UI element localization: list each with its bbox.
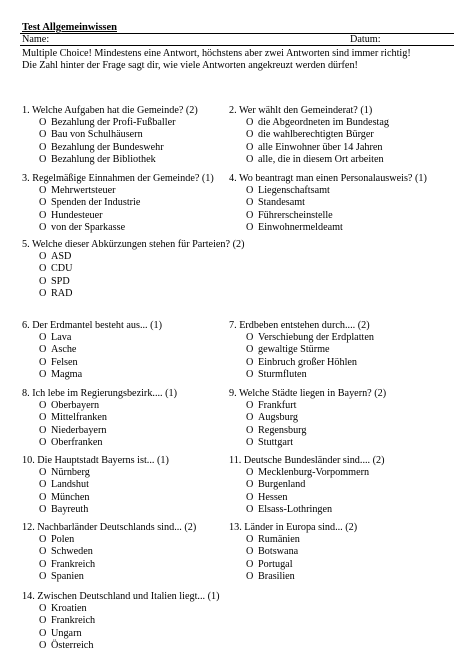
answer-option[interactable] [39, 571, 196, 583]
question-13 [229, 521, 357, 583]
answer-option[interactable] [246, 534, 357, 546]
checkbox-circle-icon[interactable]: O [39, 503, 47, 515]
option-label: Sturmfluten [258, 368, 307, 380]
checkbox-circle-icon[interactable]: O [39, 534, 47, 545]
option-label: Augsburg [258, 412, 298, 424]
answer-option[interactable] [39, 628, 219, 640]
answer-option[interactable] [39, 357, 162, 369]
checkbox-circle-icon[interactable]: O [246, 368, 254, 380]
checkbox-circle-icon[interactable]: O [246, 436, 254, 448]
answer-option[interactable] [246, 571, 357, 583]
checkbox-circle-icon[interactable]: O [39, 197, 47, 209]
checkbox-circle-icon[interactable]: O [39, 558, 47, 570]
question-text: 13. Länder in Europa sind... (2) [229, 522, 358, 533]
option-label: Asche [51, 344, 77, 356]
option-label: Stuttgart [258, 436, 294, 448]
answer-option[interactable] [39, 288, 244, 300]
option-label: Führerscheinstelle [258, 209, 333, 221]
answer-option[interactable] [246, 197, 427, 209]
checkbox-circle-icon[interactable]: O [246, 491, 254, 503]
option-label: Portugal [258, 558, 293, 570]
answer-option[interactable] [39, 142, 198, 154]
answer-option[interactable] [39, 117, 198, 129]
answer-option[interactable] [246, 344, 374, 356]
question-text: 10. Die Hauptstadt Bayerns ist... (1) [22, 455, 169, 466]
checkbox-circle-icon[interactable]: O [39, 615, 47, 627]
option-label: Frankreich [51, 558, 96, 570]
answer-options [229, 185, 427, 234]
answer-options [22, 534, 196, 583]
answer-option[interactable] [246, 559, 357, 571]
question-2 [229, 104, 389, 166]
answer-options [22, 603, 219, 652]
checkbox-circle-icon[interactable]: O [246, 129, 254, 141]
answer-options [22, 400, 177, 449]
question-12 [22, 521, 196, 583]
answer-option[interactable] [39, 276, 244, 288]
option-label: Spanien [51, 570, 84, 582]
answer-option[interactable] [246, 142, 389, 154]
option-label: Mittelfranken [51, 412, 108, 424]
option-label: Bezahlung der Bibliothek [51, 153, 156, 165]
answer-option[interactable] [39, 603, 219, 615]
option-label: alle, die in diesem Ort arbeiten [258, 153, 384, 165]
answer-option[interactable] [246, 504, 385, 516]
checkbox-circle-icon[interactable]: O [39, 275, 47, 287]
answer-option[interactable] [246, 546, 357, 558]
question-3 [22, 172, 214, 234]
answer-option[interactable] [39, 546, 196, 558]
question-8 [22, 387, 177, 449]
answer-option[interactable] [246, 425, 386, 437]
question-1 [22, 104, 198, 166]
question-text: 14. Zwischen Deutschland und Italien liegt... (1) [22, 591, 220, 602]
answer-option[interactable] [246, 210, 427, 222]
option-label: Spenden der Industrie [51, 197, 141, 209]
option-label: Hundesteuer [51, 209, 103, 221]
option-label: Felsen [51, 356, 78, 368]
checkbox-circle-icon[interactable]: O [39, 368, 47, 380]
name-date-line [20, 33, 454, 46]
option-label: Rumänien [258, 534, 300, 545]
checkbox-circle-icon[interactable]: O [39, 400, 47, 411]
question-text: 8. Ich lebe im Regierungsbezirk.... (1) [22, 388, 178, 399]
answer-option[interactable] [39, 615, 219, 627]
option-label: alle Einwohner über 14 Jahren [258, 141, 383, 153]
checkbox-circle-icon[interactable]: O [39, 153, 47, 165]
checkbox-circle-icon[interactable]: O [39, 467, 47, 478]
option-label: Hessen [258, 491, 288, 503]
instructions-line-1: Multiple Choice! Mindestens eine Antwort, höchstens aber zwei Antworten sind immer richtig! [22, 48, 411, 59]
checkbox-circle-icon[interactable]: O [246, 400, 254, 411]
option-label: Regensburg [258, 424, 307, 436]
checkbox-circle-icon[interactable]: O [246, 117, 254, 128]
answer-option[interactable] [246, 222, 427, 234]
option-label: Lava [51, 332, 72, 343]
checkbox-circle-icon[interactable]: O [246, 546, 254, 558]
answer-option[interactable] [39, 412, 177, 424]
question-6 [22, 319, 162, 381]
checkbox-circle-icon[interactable]: O [246, 185, 254, 196]
checkbox-circle-icon[interactable]: O [39, 412, 47, 424]
instructions [22, 48, 452, 72]
question-11 [229, 454, 385, 516]
option-label: CDU [51, 263, 73, 275]
answer-options [229, 534, 357, 583]
checkbox-circle-icon[interactable]: O [246, 424, 254, 436]
checkbox-circle-icon[interactable]: O [246, 479, 254, 491]
option-label: Frankfurt [258, 400, 297, 411]
answer-options [22, 467, 169, 516]
question-7 [229, 319, 374, 381]
answer-option[interactable] [39, 425, 177, 437]
answer-option[interactable] [246, 129, 389, 141]
question-14 [22, 590, 219, 652]
answer-options [22, 117, 198, 166]
checkbox-circle-icon[interactable]: O [39, 356, 47, 368]
option-label: von der Sparkasse [51, 221, 126, 233]
checkbox-circle-icon[interactable]: O [246, 467, 254, 478]
option-label: Österreich [51, 639, 94, 651]
answer-options [229, 400, 386, 449]
answer-option[interactable] [246, 332, 374, 344]
answer-option[interactable] [39, 559, 196, 571]
answer-options [229, 467, 385, 516]
question-text: 3. Regelmäßige Einnahmen der Gemeinde? (1) [22, 173, 214, 184]
option-label: ASD [51, 251, 72, 262]
checkbox-circle-icon[interactable]: O [39, 141, 47, 153]
answer-option[interactable] [39, 467, 169, 479]
option-label: Mecklenburg-Vorpommern [258, 467, 370, 478]
answer-option[interactable] [246, 185, 427, 197]
checkbox-circle-icon[interactable]: O [246, 356, 254, 368]
answer-options [22, 185, 214, 234]
checkbox-circle-icon[interactable]: O [39, 479, 47, 491]
answer-option[interactable] [39, 504, 169, 516]
checkbox-circle-icon[interactable]: O [39, 117, 47, 128]
answer-option[interactable] [39, 534, 196, 546]
question-9 [229, 387, 386, 449]
checkbox-circle-icon[interactable]: O [39, 627, 47, 639]
option-label: Botswana [258, 546, 299, 558]
answer-option[interactable] [39, 492, 169, 504]
question-10 [22, 454, 169, 516]
option-label: Polen [51, 534, 75, 545]
option-label: die Abgeordneten im Bundestag [258, 117, 389, 128]
option-label: München [51, 491, 90, 503]
answer-option[interactable] [246, 369, 374, 381]
checkbox-circle-icon[interactable]: O [39, 546, 47, 558]
checkbox-circle-icon[interactable]: O [246, 221, 254, 233]
option-label: Einwohnermeldeamt [258, 221, 343, 233]
checkbox-circle-icon[interactable]: O [39, 639, 47, 651]
question-4 [229, 172, 427, 234]
answer-option[interactable] [39, 210, 214, 222]
checkbox-circle-icon[interactable]: O [246, 534, 254, 545]
question-text: 1. Welche Aufgaben hat die Gemeinde? (2) [22, 105, 198, 116]
answer-option[interactable] [39, 400, 177, 412]
answer-option[interactable] [39, 344, 162, 356]
date-label: Datum: [350, 34, 381, 45]
option-label: Burgenland [258, 479, 306, 491]
option-label: Liegenschaftsamt [258, 185, 330, 196]
checkbox-circle-icon[interactable]: O [246, 209, 254, 221]
question-5 [22, 238, 244, 300]
checkbox-circle-icon[interactable]: O [39, 332, 47, 343]
instructions-line-2: Die Zahl hinter der Frage sagt dir, wie viele Antworten angekreuzt werden dürfen! [22, 60, 358, 71]
checkbox-circle-icon[interactable]: O [246, 197, 254, 209]
checkbox-circle-icon[interactable]: O [39, 209, 47, 221]
answer-option[interactable] [39, 222, 214, 234]
option-label: gewaltige Stürme [258, 344, 330, 356]
checkbox-circle-icon[interactable]: O [39, 129, 47, 141]
answer-option[interactable] [39, 129, 198, 141]
question-text: 6. Der Erdmantel besteht aus... (1) [22, 320, 163, 331]
answer-option[interactable] [246, 479, 385, 491]
answer-option[interactable] [246, 117, 389, 129]
option-label: Elsass-Lothringen [258, 503, 333, 515]
answer-option[interactable] [39, 332, 162, 344]
checkbox-circle-icon[interactable]: O [246, 153, 254, 165]
question-text: 7. Erdbeben entstehen durch.... (2) [229, 320, 370, 331]
option-label: Frankreich [51, 615, 96, 627]
checkbox-circle-icon[interactable]: O [246, 570, 254, 582]
option-label: Niederbayern [51, 424, 107, 436]
option-label: Einbruch großer Höhlen [258, 356, 358, 368]
question-text: 4. Wo beantragt man einen Personalausweis? (1) [229, 173, 427, 184]
answer-option[interactable] [39, 479, 169, 491]
option-label: Kroatien [51, 603, 87, 614]
question-text: 12. Nachbarländer Deutschlands sind... (2) [22, 522, 197, 533]
checkbox-circle-icon[interactable]: O [39, 436, 47, 448]
option-label: Bezahlung der Bundeswehr [51, 141, 164, 153]
option-label: Oberbayern [51, 400, 100, 411]
option-label: RAD [51, 287, 73, 299]
option-label: Brasilien [258, 570, 295, 582]
option-label: Bezahlung der Profi-Fußballer [51, 117, 176, 128]
answer-option[interactable] [246, 437, 386, 449]
answer-options [22, 251, 244, 300]
option-label: Oberfranken [51, 436, 103, 448]
answer-options [229, 332, 374, 381]
answer-option[interactable] [246, 357, 374, 369]
option-label: SPD [51, 275, 70, 287]
checkbox-circle-icon[interactable]: O [246, 558, 254, 570]
answer-option[interactable] [246, 412, 386, 424]
checkbox-circle-icon[interactable]: O [39, 424, 47, 436]
option-label: Bayreuth [51, 503, 89, 515]
checkbox-circle-icon[interactable]: O [39, 185, 47, 196]
option-label: Schweden [51, 546, 93, 558]
question-text: 2. Wer wählt den Gemeinderat? (1) [229, 105, 373, 116]
checkbox-circle-icon[interactable]: O [39, 287, 47, 299]
answer-option[interactable] [39, 185, 214, 197]
answer-options [22, 332, 162, 381]
option-label: Landshut [51, 479, 89, 491]
checkbox-circle-icon[interactable]: O [246, 332, 254, 343]
question-text: 11. Deutsche Bundesländer sind.... (2) [229, 455, 385, 466]
checkbox-circle-icon[interactable]: O [39, 251, 47, 262]
checkbox-circle-icon[interactable]: O [39, 491, 47, 503]
answer-option[interactable] [39, 251, 244, 263]
answer-option[interactable] [246, 400, 386, 412]
answer-option[interactable] [39, 369, 162, 381]
option-label: Nürnberg [51, 467, 90, 478]
option-label: Ungarn [51, 627, 82, 639]
test-title: Test Allgemeinwissen [22, 22, 117, 33]
checkbox-circle-icon[interactable]: O [39, 221, 47, 233]
name-label: Name: [22, 34, 50, 45]
answer-options [229, 117, 389, 166]
option-label: Standesamt [258, 197, 305, 209]
answer-option[interactable] [39, 437, 177, 449]
answer-option[interactable] [39, 640, 219, 652]
checkbox-circle-icon[interactable]: O [246, 141, 254, 153]
option-label: Magma [51, 368, 83, 380]
option-label: Bau von Schulhäusern [51, 129, 143, 141]
answer-option[interactable] [246, 467, 385, 479]
checkbox-circle-icon[interactable]: O [39, 344, 47, 356]
option-label: Mehrwertsteuer [51, 185, 116, 196]
answer-option[interactable] [39, 263, 244, 275]
checkbox-circle-icon[interactable]: O [39, 570, 47, 582]
checkbox-circle-icon[interactable]: O [246, 503, 254, 515]
answer-option[interactable] [39, 154, 198, 166]
question-text: 5. Welche dieser Abkürzungen stehen für Parteien? (2) [22, 239, 245, 250]
checkbox-circle-icon[interactable]: O [246, 344, 254, 356]
answer-option[interactable] [246, 492, 385, 504]
question-text: 9. Welche Städte liegen in Bayern? (2) [229, 388, 387, 399]
checkbox-circle-icon[interactable]: O [39, 603, 47, 614]
option-label: die wahlberechtigten Bürger [258, 129, 374, 141]
checkbox-circle-icon[interactable]: O [39, 263, 47, 275]
checkbox-circle-icon[interactable]: O [246, 412, 254, 424]
answer-option[interactable] [246, 154, 389, 166]
answer-option[interactable] [39, 197, 214, 209]
option-label: Verschiebung der Erdplatten [258, 332, 374, 343]
